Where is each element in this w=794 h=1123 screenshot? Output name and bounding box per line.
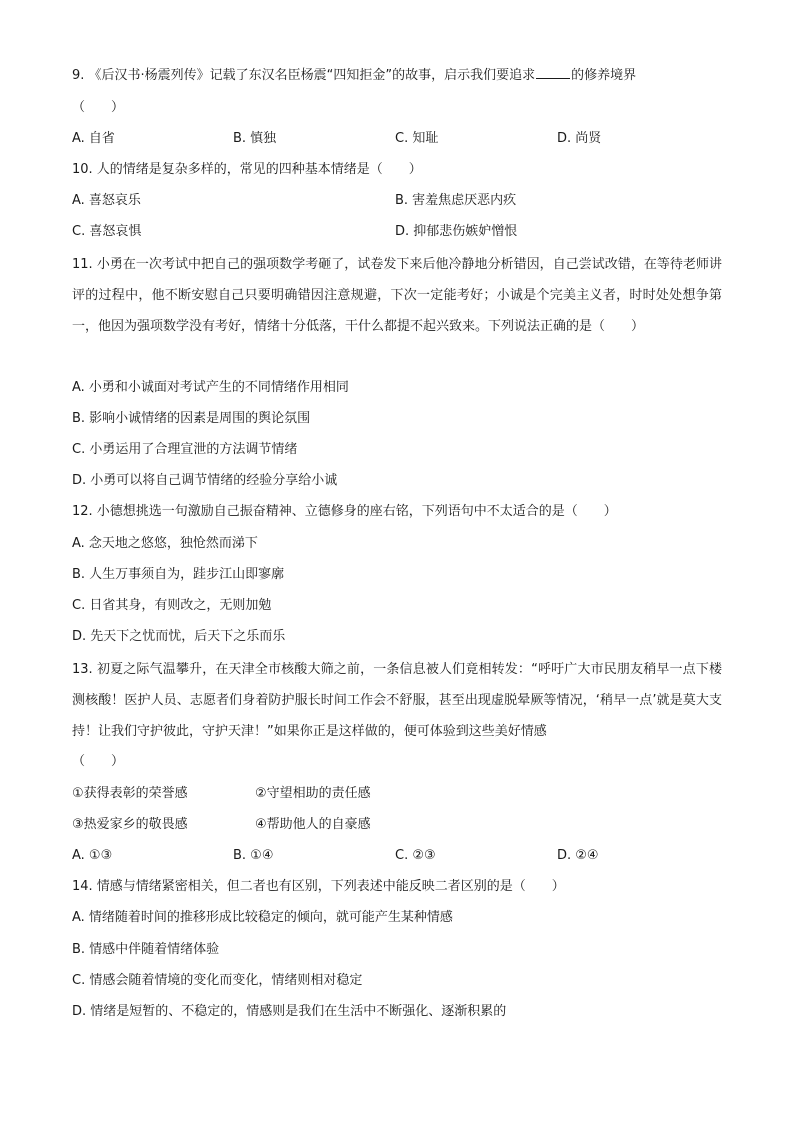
question-12-option-d: D. 先天下之忧而忧，后天下之乐而乐 — [72, 629, 286, 644]
question-13-stem: 13. 初夏之际气温攀升，在天津全市核酸大筛之前，一条信息被人们竟相转发：“呼吁广大市民朋友稍早一点下楼测核酸！医护人员、志愿者们身着防护服长时间工作会不舒服，甚至出现虚脱晕厥等情况，‘稍早一点’就是莫大支持！让我们守护彼此，守护天津！”如果你正是这样做的，便可体验到这些美好情感 — [72, 662, 722, 739]
question-14-option-a: A. 情绪随着时间的推移形成比较稳定的倾向，就可能产生某种情感 — [72, 910, 453, 925]
question-14-option-b: B. 情感中伴随着情绪体验 — [72, 942, 220, 957]
question-10-option-d: D. 抑郁悲伤嫉妒憎恨 — [395, 224, 518, 239]
question-10-option-c: C. 喜怒哀惧 — [72, 224, 142, 239]
question-9-paren: （ ） — [72, 100, 125, 115]
question-13-option-d: D. ②④ — [557, 848, 599, 863]
question-13-item-4: ④帮助他人的自豪感 — [255, 817, 371, 832]
question-11-stem: 11. 小勇在一次考试中把自己的强项数学考砸了，试卷发下来后他冷静地分析错因，自己尝试改错，在等待老师讲评的过程中，他不断安慰自己只要明确错因注意规避，下次一定能考好；小诚是个完美主义者，时时处处想争第一，他因为强项数学没有考好，情绪十分低落，干什么都提不起兴致来。下列说法正确的是（ ） — [72, 257, 722, 334]
question-13-option-c: C. ②③ — [395, 848, 436, 863]
question-14-option-d: D. 情绪是短暂的、不稳定的，情感则是我们在生活中不断强化、逐渐积累的 — [72, 1004, 507, 1019]
question-13-option-b: B. ①④ — [233, 848, 274, 863]
question-12-stem: 12. 小德想挑选一句激励自己振奋精神、立德修身的座右铭，下列语句中不太适合的是（ ） — [72, 504, 617, 519]
question-11-option-d: D. 小勇可以将自己调节情绪的经验分享给小诚 — [72, 473, 338, 488]
fill-in-blank — [536, 66, 570, 79]
question-10-option-b: B. 害羞焦虑厌恶内疚 — [395, 193, 517, 208]
question-9-stem — [72, 66, 732, 86]
question-14-option-c: C. 情感会随着情境的变化而变化，情绪则相对稳定 — [72, 973, 363, 988]
question-13-item-1: ①获得表彰的荣誉感 — [72, 786, 188, 801]
question-14-stem: 14. 情感与情绪紧密相关，但二者也有区别，下列表述中能反映二者区别的是（ ） — [72, 879, 565, 894]
question-9-option-d: D. 尚贤 — [557, 131, 602, 146]
question-13-item-3: ③热爱家乡的敬畏感 — [72, 817, 188, 832]
question-13-option-a: A. ①③ — [72, 848, 113, 863]
question-9-option-a: A. 自省 — [72, 131, 115, 146]
question-9-option-c: C. 知耻 — [395, 131, 439, 146]
question-11-option-a: A. 小勇和小诚面对考试产生的不同情绪作用相同 — [72, 380, 349, 395]
question-10-option-a: A. 喜怒哀乐 — [72, 193, 141, 208]
question-9-option-b: B. 慎独 — [233, 131, 277, 146]
question-9-stem-text-a: 9. 《后汉书·杨震列传》记载了东汉名臣杨震“四知拒金”的故事，启示我们要追求 — [72, 68, 536, 83]
question-11-option-c: C. 小勇运用了合理宣泄的方法调节情绪 — [72, 442, 298, 457]
question-10-stem: 10. 人的情绪是复杂多样的，常见的四种基本情绪是（ ） — [72, 162, 422, 177]
question-12-option-b: B. 人生万事须自为，跬步江山即寥廓 — [72, 567, 285, 582]
question-12-option-a: A. 念天地之悠悠，独怆然而涕下 — [72, 536, 258, 551]
question-11-option-b: B. 影响小诚情绪的因素是周围的舆论氛围 — [72, 411, 311, 426]
question-12-option-c: C. 日省其身，有则改之，无则加勉 — [72, 598, 272, 613]
question-9-stem-text-b: 的修养境界 — [571, 68, 637, 83]
question-13-item-2: ②守望相助的责任感 — [255, 786, 371, 801]
question-13-paren: （ ） — [72, 754, 125, 769]
